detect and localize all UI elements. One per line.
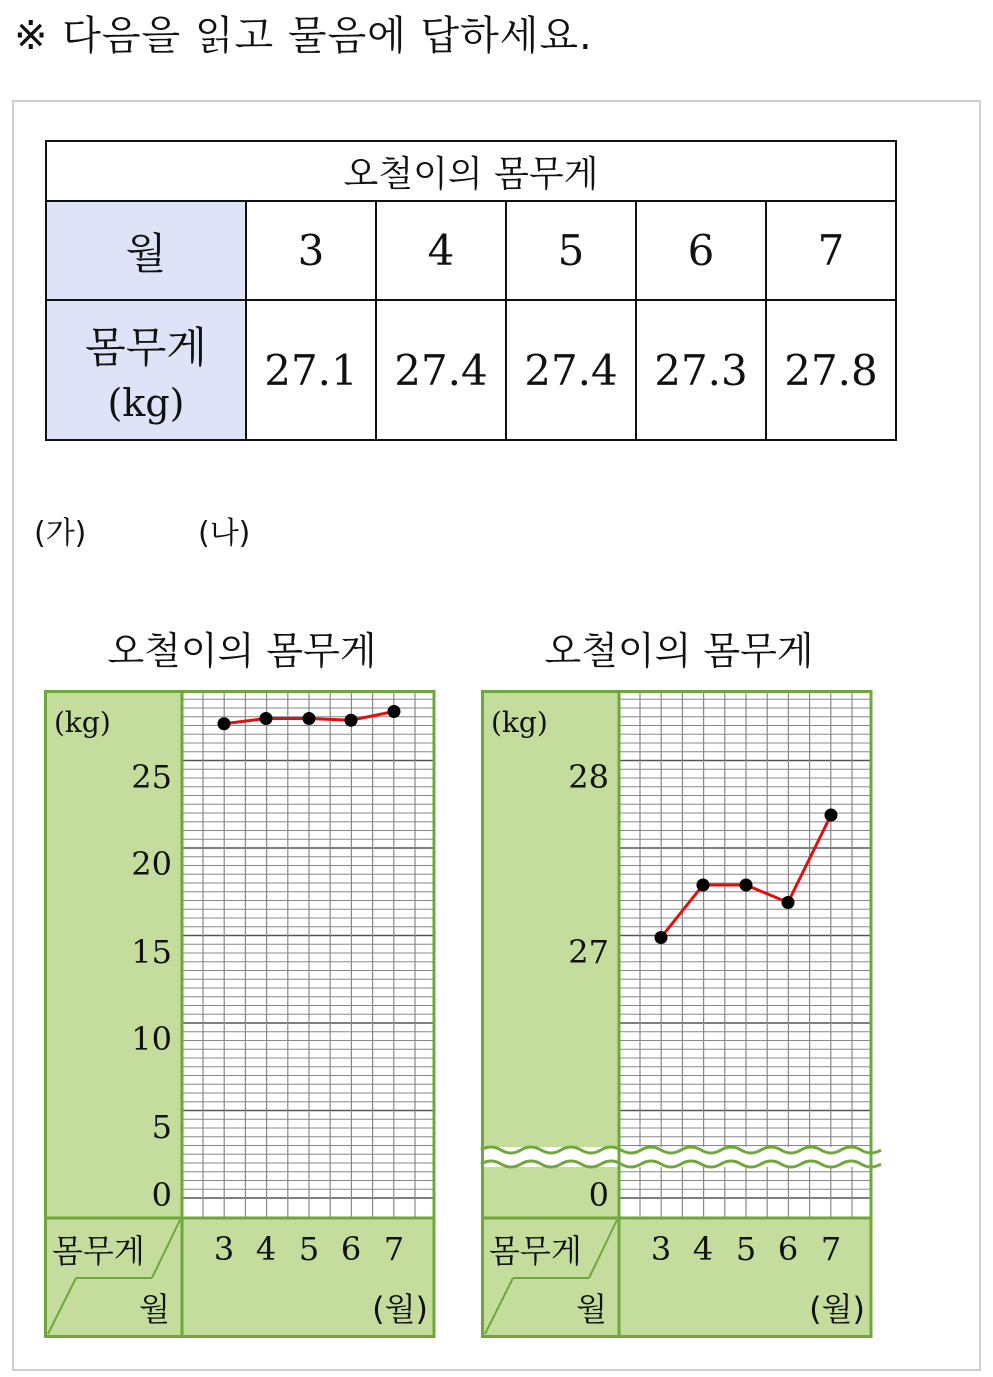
chart-b-corner-bottom-label: 월	[576, 1290, 607, 1328]
weight-row	[46, 300, 896, 440]
chart-a-data-point	[388, 705, 401, 718]
month-cell: 6	[636, 201, 766, 300]
weight-cell: 27.3	[636, 300, 766, 440]
label-na: (나)	[198, 516, 251, 551]
month-header: 월	[46, 201, 246, 300]
weight-header-unit: (kg)	[107, 381, 185, 425]
chart-a-x-unit-label: (월)	[372, 1290, 428, 1328]
chart-a	[44, 690, 436, 1340]
weight-cell: 27.4	[376, 300, 506, 440]
chart-a-corner-bottom-label: 월	[139, 1290, 170, 1328]
month-row	[46, 201, 896, 300]
weight-header	[46, 300, 246, 440]
weight-cell: 27.8	[766, 300, 896, 440]
chart-b-x-tick-label: 4	[692, 1230, 714, 1268]
chart-a-y-tick-label: 5	[151, 1108, 172, 1146]
weight-header-label: 몸무게	[85, 323, 207, 372]
chart-b-x-unit-label: (월)	[809, 1290, 865, 1328]
chart-a-data-point	[260, 712, 273, 725]
chart-a-corner-top-label: 몸무게	[52, 1232, 145, 1270]
chart-a-title: 오철이의 몸무게	[107, 629, 377, 673]
chart-a-y-tick-label: 25	[131, 758, 172, 796]
chart-a-x-tick-label: 4	[255, 1230, 277, 1268]
chart-b-y-tick-label: 27	[568, 933, 609, 971]
weight-table	[45, 140, 897, 441]
chart-b-x-tick-label: 5	[735, 1230, 757, 1268]
chart-a-data-point	[345, 714, 358, 727]
chart-a-y-tick-label: 0	[151, 1176, 172, 1214]
chart-a-x-tick-label: 3	[213, 1230, 235, 1268]
label-ga: (가)	[34, 516, 87, 551]
month-cell: 5	[506, 201, 636, 300]
chart-a-x-tick-label: 7	[383, 1230, 405, 1268]
chart-b-data-point	[740, 879, 753, 892]
instruction-text: ※ 다음을 읽고 물음에 답하세요.	[14, 13, 593, 59]
chart-b-title: 오철이의 몸무게	[544, 629, 814, 673]
month-cell: 7	[766, 201, 896, 300]
chart-b-data-point	[825, 809, 838, 822]
chart-b-x-tick-label: 3	[650, 1230, 672, 1268]
weight-cell: 27.4	[506, 300, 636, 440]
chart-b-x-tick-label: 6	[777, 1230, 799, 1268]
chart-a-data-point	[218, 717, 231, 730]
chart-b-corner-top-label: 몸무게	[489, 1232, 582, 1270]
weight-cell: 27.1	[246, 300, 376, 440]
chart-b-plot-area	[619, 692, 871, 1218]
chart-b-data-point	[782, 896, 795, 909]
chart-b-x-tick-label: 7	[820, 1230, 842, 1268]
chart-a-data-point	[303, 712, 316, 725]
chart-a-y-tick-label: 15	[131, 933, 172, 971]
chart-a-x-tick-label: 5	[298, 1230, 320, 1268]
chart-a-y-tick-label: 10	[131, 1020, 172, 1058]
chart-b-unit-label: (kg)	[491, 706, 548, 739]
table-title: 오철이의 몸무게	[46, 141, 896, 201]
month-cell: 3	[246, 201, 376, 300]
chart-b-y-tick-label: 0	[588, 1176, 609, 1214]
chart-a-x-tick-label: 6	[340, 1230, 362, 1268]
chart-a-y-tick-label: 20	[131, 845, 172, 883]
chart-b-data-point	[697, 879, 710, 892]
chart-a-plot-area	[182, 692, 434, 1218]
chart-b-y-tick-label: 28	[568, 758, 609, 796]
chart-b	[481, 690, 873, 1340]
chart-b-data-point	[655, 931, 668, 944]
chart-a-unit-label: (kg)	[54, 706, 111, 739]
month-cell: 4	[376, 201, 506, 300]
